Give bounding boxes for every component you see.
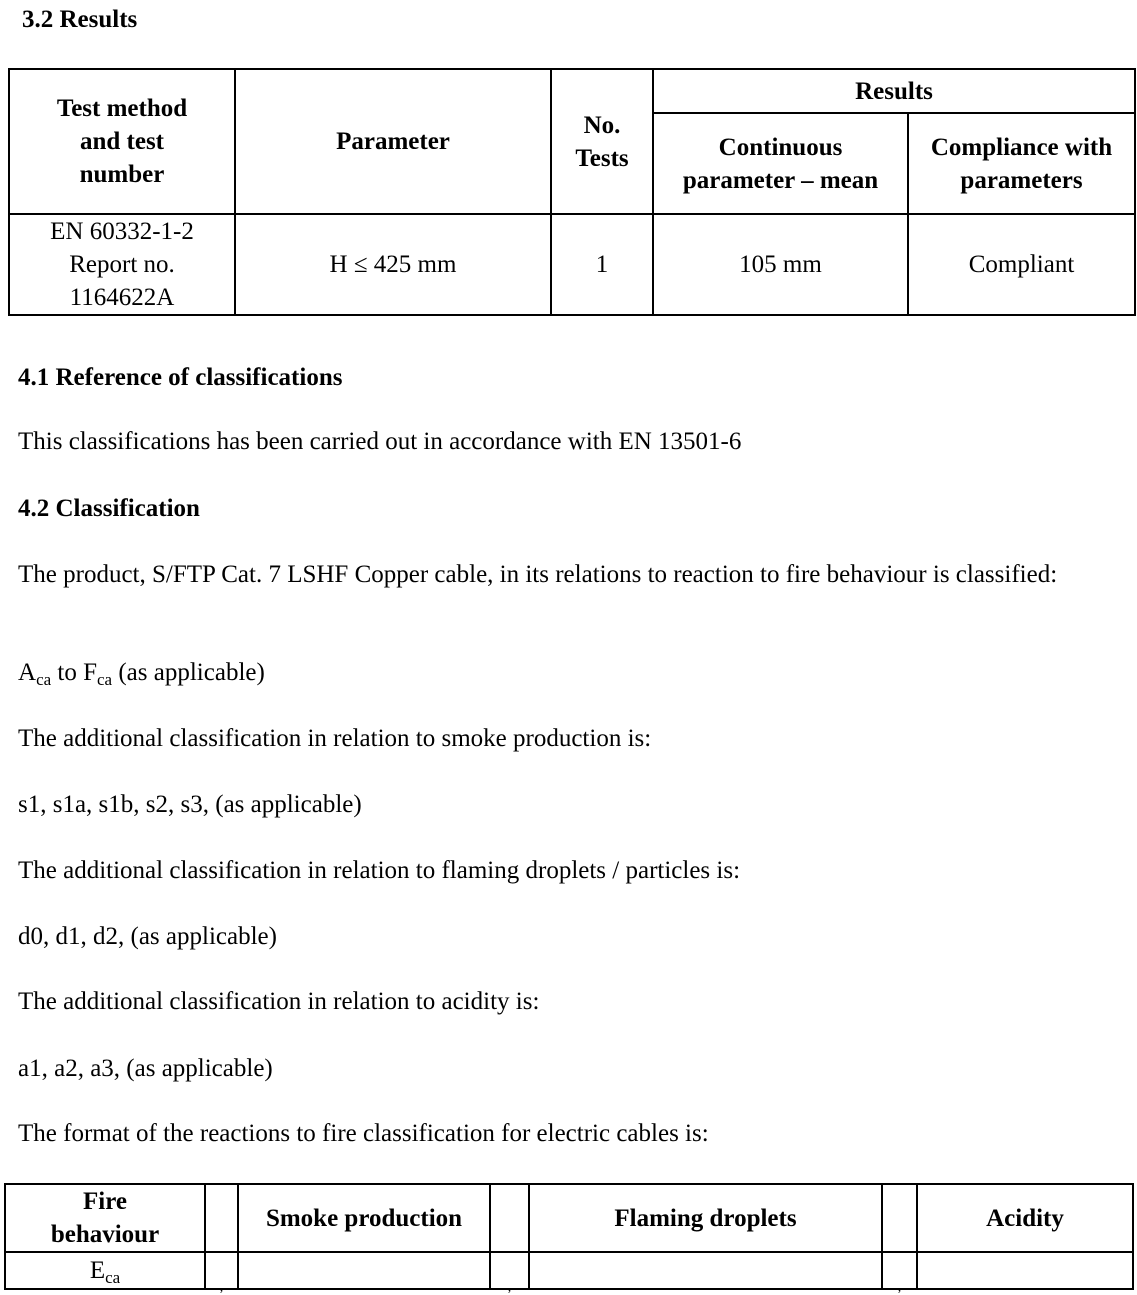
- header-compliance: Compliance with parameters: [908, 113, 1135, 214]
- droplets-intro: The additional classification in relation to flaming droplets / particles is:: [18, 857, 741, 884]
- fire-class-subscript: ca: [105, 1267, 121, 1287]
- separator-comma: ,: [897, 1280, 902, 1295]
- smoke-values: s1, s1a, s1b, s2, s3, (as applicable): [18, 791, 362, 818]
- smoke-intro: The additional classification in relation to smoke production is:: [18, 725, 652, 752]
- header-smoke-production: Smoke production: [238, 1184, 490, 1252]
- cell-droplets-class: [529, 1252, 882, 1289]
- header-acidity: Acidity: [917, 1184, 1133, 1252]
- class-a-subscript: ca: [36, 670, 52, 689]
- results-heading: 3.2 Results: [22, 6, 138, 33]
- separator-comma: ,: [219, 1280, 224, 1295]
- classification-heading: 4.2 Classification: [18, 495, 200, 522]
- product-text: The product, S/FTP Cat. 7 LSHF Copper cable, in its relations to reaction to fire behaviour is classified:: [18, 561, 1058, 588]
- acidity-intro: The additional classification in relation to acidity is:: [18, 988, 540, 1015]
- format-intro: The format of the reactions to fire classification for electric cables is:: [18, 1120, 709, 1147]
- header-continuous-parameter: Continuous parameter – mean: [653, 113, 908, 214]
- cell-smoke-class: [238, 1252, 490, 1289]
- results-table: [8, 68, 1136, 316]
- droplets-values: d0, d1, d2, (as applicable): [18, 923, 277, 950]
- spacer-cell: [882, 1184, 917, 1252]
- cell-no-tests: 1: [551, 214, 653, 315]
- cell-acidity-class: [917, 1252, 1133, 1289]
- header-results: Results: [653, 69, 1135, 113]
- fire-class-main: E: [89, 1256, 106, 1284]
- fire-class-range: [18, 656, 265, 689]
- spacer-cell: [205, 1184, 238, 1252]
- separator-cell: [490, 1252, 529, 1295]
- cell-fire-class: [5, 1252, 205, 1289]
- class-f: F: [83, 659, 98, 686]
- class-f-subscript: ca: [97, 670, 113, 689]
- cell-parameter: H ≤ 425 mm: [235, 214, 551, 315]
- header-flaming-droplets: Flaming droplets: [529, 1184, 882, 1252]
- header-fire-behaviour: Fire behaviour: [5, 1184, 205, 1252]
- cell-test-method: EN 60332-1-2 Report no. 1164622A: [9, 214, 235, 315]
- cell-compliance: Compliant: [908, 214, 1135, 315]
- separator-comma: ,: [507, 1280, 512, 1295]
- classification-format-table: [4, 1183, 1134, 1295]
- class-to: to: [51, 659, 84, 686]
- header-no-tests: No. Tests: [551, 69, 653, 214]
- cell-continuous-mean: 105 mm: [653, 214, 908, 315]
- header-test-method: Test method and test number: [9, 69, 235, 214]
- separator-cell: [882, 1252, 917, 1295]
- separator-cell: [205, 1252, 238, 1295]
- class-a: A: [18, 659, 37, 686]
- class-suffix: (as applicable): [112, 659, 265, 686]
- header-parameter: Parameter: [235, 69, 551, 214]
- spacer-cell: [490, 1184, 529, 1252]
- reference-heading: 4.1 Reference of classifications: [18, 364, 343, 391]
- reference-text: This classifications has been carried out in accordance with EN 13501-6: [18, 428, 742, 455]
- acidity-values: a1, a2, a3, (as applicable): [18, 1055, 273, 1082]
